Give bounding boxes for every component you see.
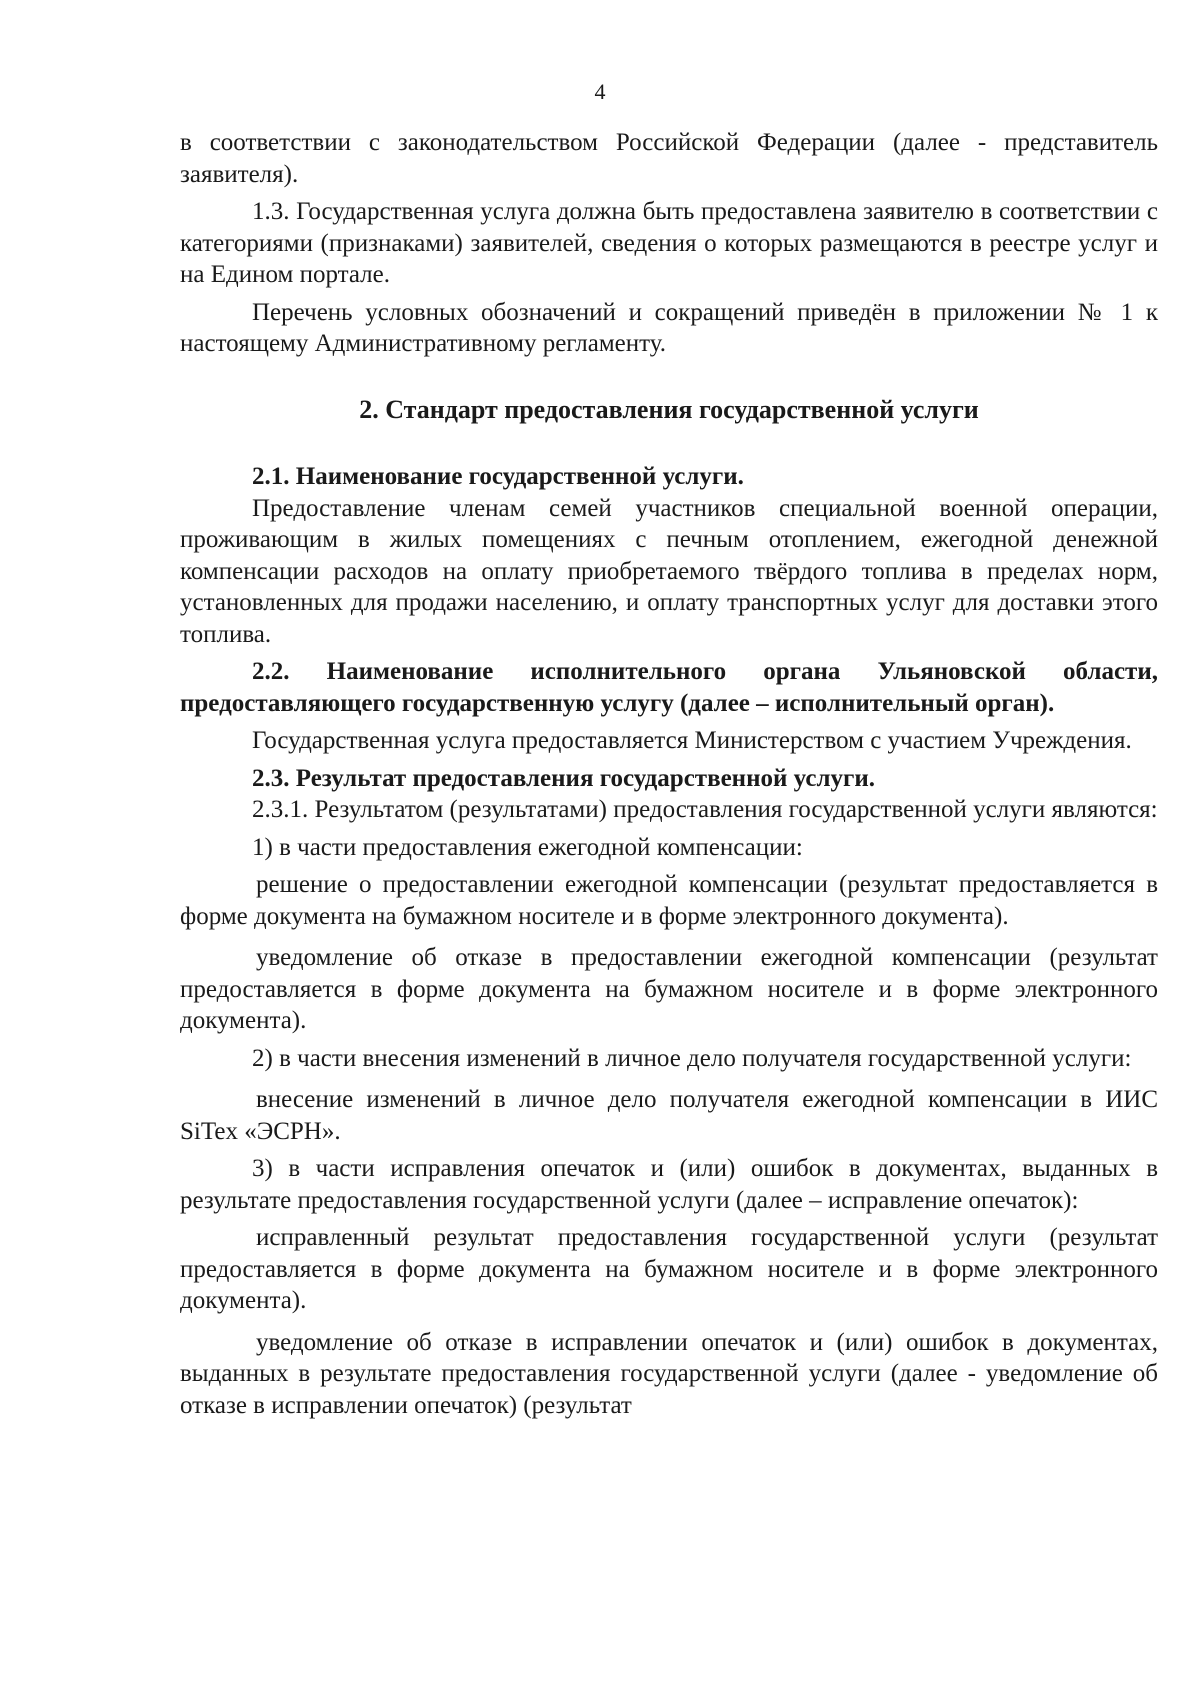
page-number: 4: [594, 79, 606, 104]
paragraph-1-3: 1.3. Государственная услуга должна быть предоставлена заявителю в соответствии с категориями (признаками) заявителей, сведения о которых размещаются в реестре услуг и на Едином портале.: [180, 198, 1158, 288]
subsection-2-2-heading: 2.2. Наименование исполнительного органа Ульяновской области, предоставляющего государственную услугу (далее – исполнительный орган).: [180, 658, 1158, 717]
subsection-2-1-text: Предоставление членам семей участников специальной военной операции, проживающим в жилых помещениях с печным отоплением, ежегодной денежной компенсации расходов на оплату приобретаемого твёрдого топлива в пределах норм, установленных для продажи населению, и оплату транспортных услуг для доставки этого топлива.: [180, 494, 1158, 648]
subsection-2-1-heading: 2.1. Наименование государственной услуги.: [252, 463, 744, 490]
subsection-2-3-heading: 2.3. Результат предоставления государственной услуги.: [252, 764, 875, 792]
list-item-1b: уведомление об отказе в предоставлении ежегодной компенсации (результат предоставляется в форме документа на бумажном носителе и в форме электронного документа).: [180, 944, 1158, 1034]
list-item-3a: исправленный результат предоставления государственной услуги (результат предоставляется в форме документа на бумажном носителе и в форме электронного документа).: [180, 1224, 1158, 1314]
paragraph-abbreviations: Перечень условных обозначений и сокращений приведён в приложении № 1 к настоящему Административному регламенту.: [180, 298, 1158, 357]
subsection-2-2-text: Государственная услуга предоставляется Министерством с участием Учреждения.: [252, 727, 1132, 754]
list-item-2a: внесение изменений в личное дело получателя ежегодной компенсации в ИИС SiTex «ЭСРН».: [180, 1086, 1158, 1145]
paragraph-2-3-1: 2.3.1. Результатом (результатами) предоставления государственной услуги являются:: [252, 796, 1158, 823]
paragraph-representative: в соответствии с законодательством Российской Федерации (далее - представитель заявителя).: [180, 129, 1158, 188]
section-title: 2. Стандарт предоставления государственной услуги: [359, 394, 979, 424]
document-body: [180, 127, 1158, 1421]
list-item-1: 1) в части предоставления ежегодной компенсации:: [252, 833, 803, 861]
list-item-3: 3) в части исправления опечаток и (или) ошибок в документах, выданных в результате предоставления государственной услуги (далее – исправление опечаток):: [180, 1155, 1158, 1214]
list-item-1a: решение о предоставлении ежегодной компенсации (результат предоставляется в форме документа на бумажном носителе и в форме электронного документа).: [180, 871, 1158, 930]
list-item-3b: уведомление об отказе в исправлении опечаток и (или) ошибок в документах, выданных в результате предоставления государственной услуги (далее - уведомление об отказе в исправлении опечаток) (результат: [180, 1328, 1158, 1419]
list-item-2: 2) в части внесения изменений в личное дело получателя государственной услуги:: [252, 1044, 1132, 1072]
